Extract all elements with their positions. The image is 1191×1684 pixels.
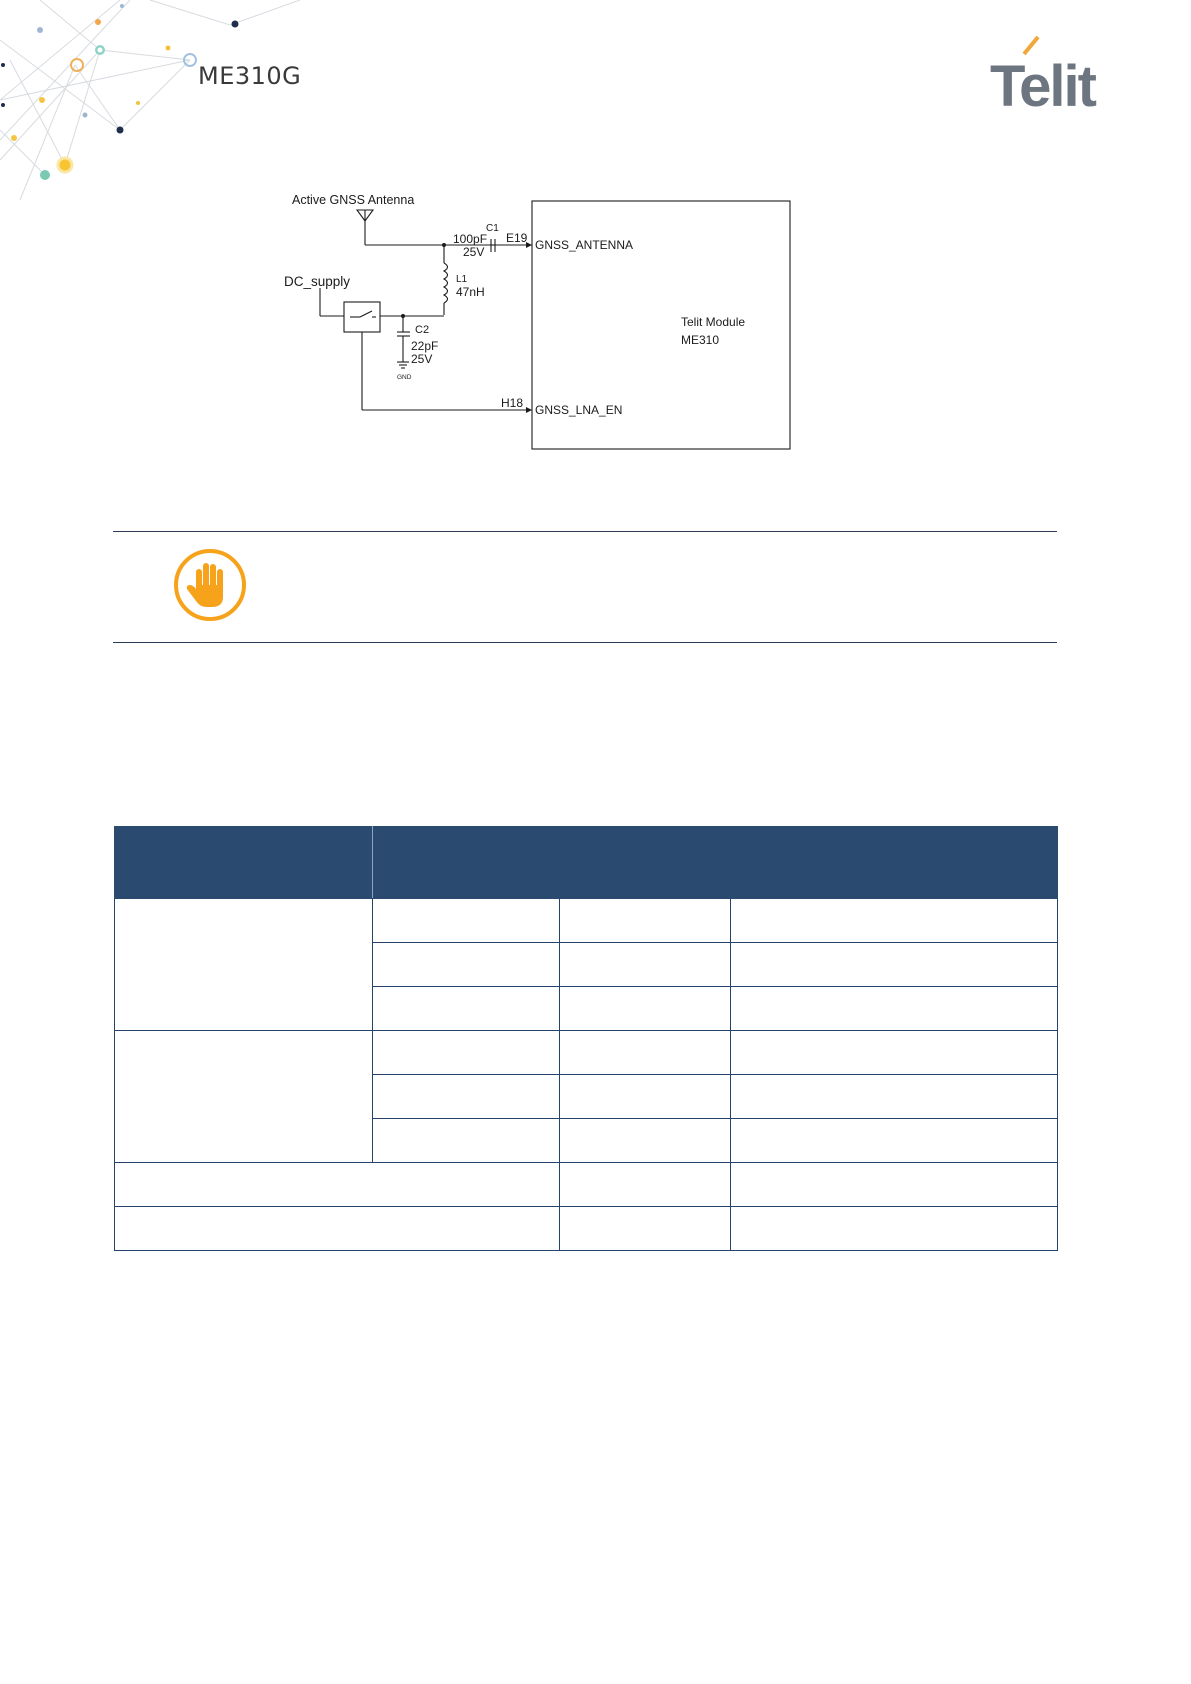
module-model: ME310 — [681, 333, 720, 347]
table-cell — [373, 987, 560, 1031]
table-cell — [115, 1163, 560, 1207]
telit-logo — [990, 34, 1130, 114]
table-row — [115, 899, 1058, 943]
stop-hand-icon — [172, 547, 248, 623]
c2-voltage: 25V — [411, 352, 433, 366]
table-cell — [731, 899, 1058, 943]
module-name: Telit Module — [681, 315, 746, 329]
table-cell — [115, 899, 373, 1031]
header-cell-parameter — [115, 827, 373, 899]
table-cell — [560, 1031, 731, 1075]
signal-gnss-lna-en: GNSS_LNA_EN — [535, 403, 623, 417]
antenna-label: Active GNSS Antenna — [292, 193, 415, 207]
signal-gnss-antenna: GNSS_ANTENNA — [535, 238, 634, 252]
c1-voltage: 25V — [463, 245, 485, 259]
table-cell — [560, 987, 731, 1031]
table-cell — [731, 943, 1058, 987]
table-cell — [731, 1207, 1058, 1251]
table-cell — [115, 1031, 373, 1163]
table-cell — [731, 1031, 1058, 1075]
dc-supply-label: DC_supply — [284, 274, 351, 289]
c2-value: 22pF — [411, 339, 439, 353]
table-cell — [373, 1119, 560, 1163]
logo-wordmark: Telit — [990, 54, 1095, 114]
pin-h18: H18 — [501, 396, 524, 410]
table-cell — [731, 1119, 1058, 1163]
table-header-row — [115, 827, 1058, 899]
header-network-graphic — [0, 0, 300, 210]
callout-top-rule — [113, 531, 1057, 532]
junction-dot — [442, 243, 446, 247]
c2-name: C2 — [415, 324, 430, 336]
table-cell — [731, 987, 1058, 1031]
specification-table — [114, 826, 1058, 1251]
header-cell-values — [373, 827, 1058, 899]
table-cell — [731, 1075, 1058, 1119]
table-cell — [373, 1031, 560, 1075]
table-row — [115, 1207, 1058, 1251]
l1-name: L1 — [456, 274, 468, 285]
table-cell — [560, 943, 731, 987]
document-title: ME310G — [198, 62, 302, 90]
table-cell — [560, 1075, 731, 1119]
table-cell — [373, 1075, 560, 1119]
table-row — [115, 1163, 1058, 1207]
table-cell — [115, 1207, 560, 1251]
table-cell — [560, 1207, 731, 1251]
l1-value: 47nH — [456, 285, 485, 299]
c1-value: 100pF — [453, 232, 488, 246]
gnd-label: GND — [397, 374, 412, 381]
table-cell — [560, 1163, 731, 1207]
pin-e19: E19 — [506, 231, 528, 245]
c1-name: C1 — [486, 223, 499, 234]
table-row — [115, 1031, 1058, 1075]
table-cell — [373, 899, 560, 943]
gnss-antenna-schematic — [260, 180, 820, 460]
junction-dot — [401, 314, 405, 318]
table-cell — [731, 1163, 1058, 1207]
table-cell — [560, 899, 731, 943]
callout-bottom-rule — [113, 642, 1057, 643]
table-cell — [560, 1119, 731, 1163]
table-cell — [373, 943, 560, 987]
